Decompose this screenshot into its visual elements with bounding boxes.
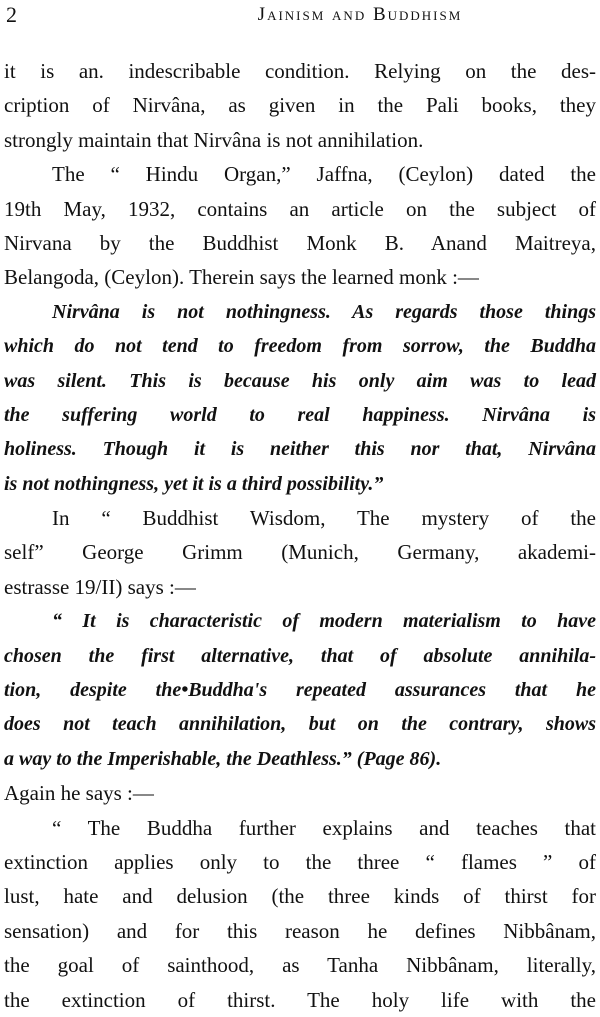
page-number: 2 <box>6 2 17 27</box>
text-line: 19th May, 1932, contains an article on the subject of <box>4 196 596 221</box>
text-line: Belangoda, (Ceylon). Therein says the learned monk :— <box>4 265 479 290</box>
text-line: “ The Buddha further explains and teaches that <box>52 815 596 840</box>
text-line: extinction applies only to the three “ flames ” of <box>4 849 596 874</box>
quote-line: tion, despite the•Buddha's repeated assurances that he <box>4 679 596 702</box>
body-text <box>4 54 596 1017</box>
text-line: the goal of sainthood, as Tanha Nibbânam, literally, <box>4 953 596 978</box>
text-line: strongly maintain that Nirvâna is not annihilation. <box>4 127 424 152</box>
text-line: the extinction of thirst. The holy life with the <box>4 987 596 1012</box>
text-line: sensation) and for this reason he defines Nibbânam, <box>4 918 596 943</box>
quote-line: a way to the Imperishable, the Deathless.” (Page 86). <box>4 747 442 770</box>
text-line: Again he says :— <box>4 781 154 806</box>
quote-line: Nirvâna is not nothingness. As regards those things <box>52 300 596 323</box>
quote-line: holiness. Though it is neither this nor that, Nirvâna <box>4 438 596 461</box>
text-line: it is an. indescribable condition. Relying on the des- <box>4 59 596 83</box>
quote-line: chosen the first alternative, that of absolute annihila- <box>4 644 596 667</box>
text-line: The “ Hindu Organ,” Jaffna, (Ceylon) dated the <box>52 162 596 187</box>
quote-line: is not nothingness, yet it is a third possibility.” <box>4 472 384 495</box>
text-line: In “ Buddhist Wisdom, The mystery of the <box>52 506 596 531</box>
quote-line: does not teach annihilation, but on the contrary, shows <box>4 713 596 736</box>
text-line: self” George Grimm (Munich, Germany, akademi- <box>4 540 596 565</box>
page-header <box>4 2 596 28</box>
quote-line: “ It is characteristic of modern materialism to have <box>52 610 596 633</box>
text-line: lust, hate and delusion (the three kinds of thirst for <box>4 884 596 909</box>
text-line: cription of Nirvâna, as given in the Pali books, they <box>4 93 596 118</box>
running-title: Jainism and Buddhism <box>257 4 463 25</box>
quote-line: which do not tend to freedom from sorrow, the Buddha <box>4 335 596 358</box>
text-line: estrasse 19/II) says :— <box>4 574 196 599</box>
quote-line: the suffering world to real happiness. Nirvâna is <box>4 403 596 426</box>
quote-line: was silent. This is because his only aim was to lead <box>4 369 596 392</box>
text-line: Nirvana by the Buddhist Monk B. Anand Maitreya, <box>4 230 596 255</box>
